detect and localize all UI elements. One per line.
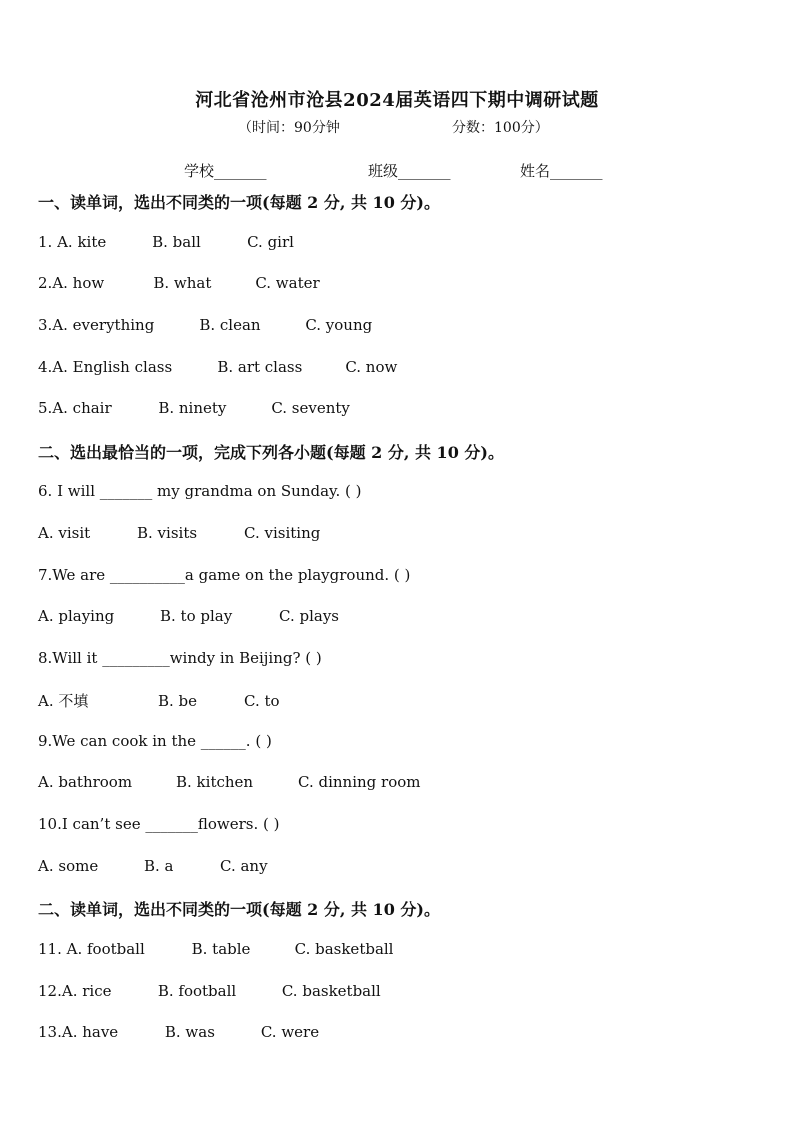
question-number: 11. [38,940,67,958]
question-9-options [38,773,420,791]
name-field: 姓名_______ [520,162,603,180]
question-9-stem: 9.We can cook in the ______. ( ) [38,732,272,750]
option-b: B. a [144,857,174,875]
option-b: B. art class [217,358,303,376]
question-1 [38,233,294,251]
question-number: 4. [38,358,53,376]
question-6-options [38,524,320,542]
option-c: C. to [244,692,280,710]
option-b: B. table [191,940,251,958]
option-c: C. basketball [281,982,381,1000]
question-10-options [38,857,268,875]
option-b: B. was [164,1023,215,1041]
option-b: B. kitchen [176,773,254,791]
question-number: 1. [38,233,58,251]
question-11 [38,940,393,958]
section-heading-2: 二、选出最恰当的一项，完成下列各小题(每题 2 分, 共 10 分)。 [38,443,504,462]
option-a: A. visit [38,524,91,542]
question-2 [38,274,320,292]
exam-score: 分数：100分） [452,120,549,136]
option-c: C. girl [247,233,294,251]
question-7-options [38,607,339,625]
option-b: B. ninety [158,399,227,417]
question-number: 13. [38,1023,62,1041]
question-number: 12. [38,982,62,1000]
section-heading-1: 一、读单词，选出不同类的一项(每题 2 分, 共 10 分)。 [38,193,440,212]
option-a: A. football [66,940,145,958]
option-b: B. be [158,692,198,710]
option-b: B. ball [152,233,201,251]
option-c: C. now [345,358,398,376]
option-c: C. water [255,274,320,292]
option-c: C. visiting [244,524,321,542]
option-c: C. dinning room [298,773,421,791]
section-heading-3: 二、读单词，选出不同类的一项(每题 2 分, 共 10 分)。 [38,900,440,919]
option-c: C. seventy [271,399,350,417]
option-b: B. football [157,982,237,1000]
exam-time: （时间：90分钟 [238,120,340,136]
question-number: 3. [38,316,53,334]
question-number: 2. [38,274,53,292]
question-5 [38,399,350,417]
question-8-options [38,690,280,711]
option-a: A. how [52,274,105,292]
option-a: A. kite [57,233,107,251]
question-6-stem: 6. I will _______ my grandma on Sunday. ( ) [38,482,362,500]
question-12 [38,982,381,1000]
option-a: A. some [38,857,99,875]
option-a: A. 不填 [38,692,89,710]
question-3 [38,316,372,334]
class-field: 班级_______ [368,162,451,180]
option-b: B. what [153,274,212,292]
option-a: A. have [61,1023,119,1041]
option-a: A. English class [52,358,173,376]
school-field: 学校_______ [184,162,267,180]
option-a: A. playing [38,607,115,625]
option-a: A. everything [52,316,155,334]
option-a: A. bathroom [38,773,133,791]
option-a: A. rice [61,982,112,1000]
question-13 [38,1023,319,1041]
question-8-stem: 8.Will it _________windy in Beijing? ( ) [38,649,322,667]
question-7-stem: 7.We are __________a game on the playground. ( ) [38,566,411,584]
option-b: B. clean [199,316,261,334]
option-c: C. basketball [294,940,394,958]
option-c: C. any [220,857,268,875]
page-title: 河北省沧州市沧县2024届英语四下期中调研试题 [195,90,599,111]
option-b: B. visits [137,524,198,542]
question-number: 5. [38,399,53,417]
option-a: A. chair [52,399,112,417]
option-c: C. plays [279,607,339,625]
question-4 [38,358,397,376]
option-b: B. to play [160,607,233,625]
question-10-stem: 10.I can’t see _______flowers. ( ) [38,815,280,833]
option-c: C. were [260,1023,320,1041]
option-c: C. young [305,316,373,334]
